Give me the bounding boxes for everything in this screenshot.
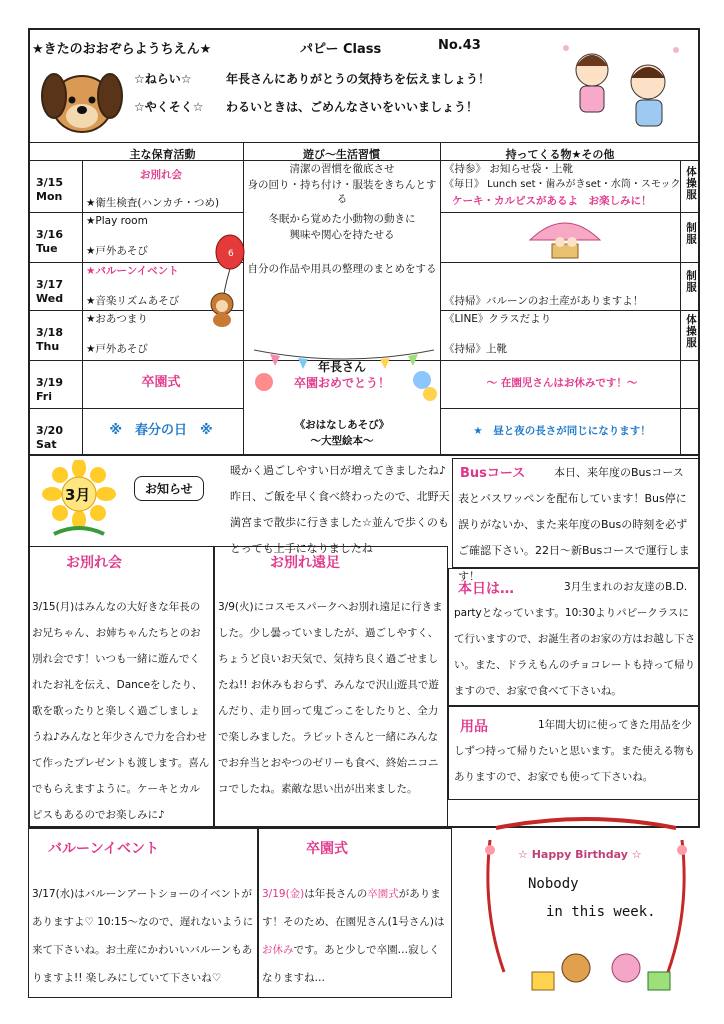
school-title: ★きたのおおぞらようちえん★	[32, 42, 212, 57]
today-title: 本日は…	[458, 581, 514, 597]
excursion-title: お別れ遠足	[270, 555, 340, 571]
items-equinox: ★ 昼と夜の長さが同じになります！	[473, 425, 651, 437]
grid-line	[440, 310, 700, 311]
activity-playroom: ★Play room	[86, 215, 148, 227]
activity-graduation: 卒園式	[141, 375, 181, 390]
sunflower-illustration	[34, 460, 124, 540]
excursion-text: 3/9(火)にコスモスパークへお別れ遠足に行きました。少し曇っていましたが、過ごしやすく、ちょうど良いお天気で、気持ち良く過ごせましたね!! お休みもおらず、みんなで沢山遊具で遊んだり、走り回って鬼ごっこをしたりと、全力で楽しみました。ラビットさんと一緒にみんなでお弁当とおやつのゼリーも食べ、終始ニコニコでしたね。素敵な思い出が出来ました。	[218, 601, 443, 795]
date-cell: 3/17 Wed	[36, 278, 64, 305]
activity-gathering: ★おあつまり	[86, 313, 148, 325]
promise-label: ☆やくそく☆	[134, 100, 204, 114]
activity-holiday: ※ 春分の日 ※	[109, 423, 213, 438]
graduation-word: 卒園式	[367, 888, 399, 900]
activity-music: ★音楽リズムあそび	[86, 295, 180, 307]
birthday-frame-illustration	[476, 810, 696, 996]
play-text: 身の回り・持ち付け・服装をきちんとする	[247, 179, 437, 205]
header-items: 持ってくる物★その他	[505, 148, 615, 161]
grid-line	[28, 454, 700, 456]
notice-label: お知らせ	[134, 476, 204, 501]
play-text: 興味や関心を持たせる	[289, 229, 395, 241]
play-text: 自分の作品や用具の整理のまとめをする	[247, 263, 437, 275]
activity-outdoor: ★戸外あそび	[86, 343, 148, 355]
grid-line	[28, 408, 243, 409]
birthday-line-1: Nobody	[528, 876, 579, 892]
clothes-cell: 体操服	[685, 314, 697, 349]
graduation-text: 3/19(金)は年長さんの卒園式があります！そのため、在園児さん(1号さん)はお休みです。あと少しで卒園…寂しくなりますね…	[262, 888, 445, 984]
items-balloon-gift: 《持帰》バルーンのお土産がありますよ！	[444, 295, 644, 307]
graduation-title: 卒園式	[306, 841, 348, 857]
holiday-word: お休み	[262, 944, 294, 956]
supplies-text: 1年間大切に使ってきた用品を少しずつ持って帰りたいと思います。また使える物もありますので、お家でも使って下さいね。	[454, 719, 695, 783]
aim-label: ☆ねらい☆	[134, 72, 192, 86]
items-no-school: ～ 在園児さんはお休みです！～	[486, 377, 638, 389]
header-activities: 主な保育活動	[129, 148, 196, 161]
birthday-line-2: in this week.	[546, 904, 656, 920]
play-congrats-2: 卒園おめでとう！	[293, 376, 390, 390]
date-cell: 3/16 Tue	[36, 228, 63, 255]
bus-text: 本日、来年度のBusコース表とバスワッペンを配布しています！Bus停に誤りがないか、また来年度のBusの時刻を必ずご確認下さい。22日～新Busコースで運行します！	[458, 466, 690, 583]
issue-number: No.43	[438, 38, 481, 53]
date-cell: 3/18 Thu	[36, 326, 63, 353]
activity-farewell: お別れ会	[140, 169, 182, 181]
grid-line	[28, 142, 700, 143]
items-cake: ケーキ・カルピスがあるよ お楽しみに！	[452, 195, 652, 207]
items-shoes: 《持帰》上靴	[444, 343, 507, 355]
aim-text: 年長さんにありがとうの気持ちを伝えましょう！	[226, 72, 491, 86]
play-congrats-1: 年長さん	[317, 360, 366, 374]
balloon-monkey-illustration	[204, 232, 246, 328]
supplies-title: 用品	[460, 719, 488, 735]
grid-line	[440, 262, 700, 263]
birthday-heading: ☆ Happy Birthday ☆	[518, 848, 642, 861]
activity-outdoor: ★戸外あそび	[86, 245, 148, 257]
play-text: 清潔の習慣を徹底させ	[289, 163, 395, 175]
kids-illustration	[552, 36, 692, 136]
activity-hygiene: ★衛生検査(ハンカチ・つめ)	[86, 197, 220, 209]
header-play: 遊び～生活習慣	[303, 148, 380, 161]
grid-line	[440, 142, 441, 454]
play-text: 冬眠から覚めた小動物の動きに	[268, 213, 416, 225]
items-bring: 《持参》 お知らせ袋・上靴	[444, 163, 574, 175]
dog-illustration	[40, 64, 124, 136]
grid-line	[82, 160, 83, 454]
today-text: 3月生まれのお友達のB.D. partyとなっています。10:30よりパピークラスにて行いますので、お誕生者のお家の方はお越し下さい。また、ドラえもんのチョコレートも持って帰りますので、お家で食べて下さいね。	[454, 581, 696, 697]
class-name: パピー Class	[300, 42, 382, 57]
farewell-text: 3/15(月)はみんなの大好きな年長のお兄ちゃん、お姉ちゃんたちとのお別れ会です！いつも一緒に遊んでくれたお礼を伝え、Danceをしたり、歌を歌ったりと楽しく過ごしましょうね♪みんなと年少さんで力を合わせて作ったプレゼントも渡します。喜んでもらえますように。ケーキとカルピスもあるのでお楽しみに♪	[32, 601, 210, 821]
graduation-date: 3/19(金)	[262, 888, 305, 900]
grid-line	[440, 212, 700, 213]
balloon-event-title: バルーンイベント	[48, 841, 160, 857]
notice-text: 暖かく過ごしやすい日が増えてきましたね♪昨日、ご飯を早く食べ終わったので、北野天満宮まで散歩に行きました☆並んで歩くのもとっても上手になりましたね	[230, 464, 450, 555]
date-cell: 3/15 Mon	[36, 176, 63, 203]
clothes-cell: 制服	[685, 270, 697, 293]
balloon-event-text: 3/17(水)はバルーンアートショーのイベントがありますよ♡ 10:15～なので、遅れないように来て下さいね。お土産にかわいいバルーンもありますよ!! 楽しみにしていて下さいね♡	[32, 888, 254, 984]
date-cell: 3/19 Fri	[36, 376, 63, 403]
hot-air-balloon-illustration	[520, 214, 610, 260]
date-cell: 3/20 Sat	[36, 424, 63, 451]
play-bigbook: ～大型絵本～	[310, 435, 374, 447]
grid-line	[680, 160, 681, 454]
grid-line	[440, 408, 700, 409]
promise-text: わるいときは、ごめんなさいをいいましょう！	[226, 100, 479, 114]
month-label: 3月	[65, 486, 91, 504]
clothes-cell: 制服	[685, 222, 697, 245]
balloon-number: 6	[228, 249, 234, 259]
items-line: 《LINE》クラスだより	[444, 313, 552, 325]
bus-title: Busコース	[460, 466, 526, 481]
play-story: 《おはなしあそび》	[294, 419, 390, 431]
items-daily: 《毎日》 Lunch set・歯みがきset・水筒・スモック	[444, 179, 681, 190]
activity-balloon: ★バルーンイベント	[86, 265, 179, 277]
farewell-title: お別れ会	[66, 555, 122, 571]
clothes-cell: 体操服	[685, 166, 697, 201]
grid-line	[28, 212, 243, 213]
